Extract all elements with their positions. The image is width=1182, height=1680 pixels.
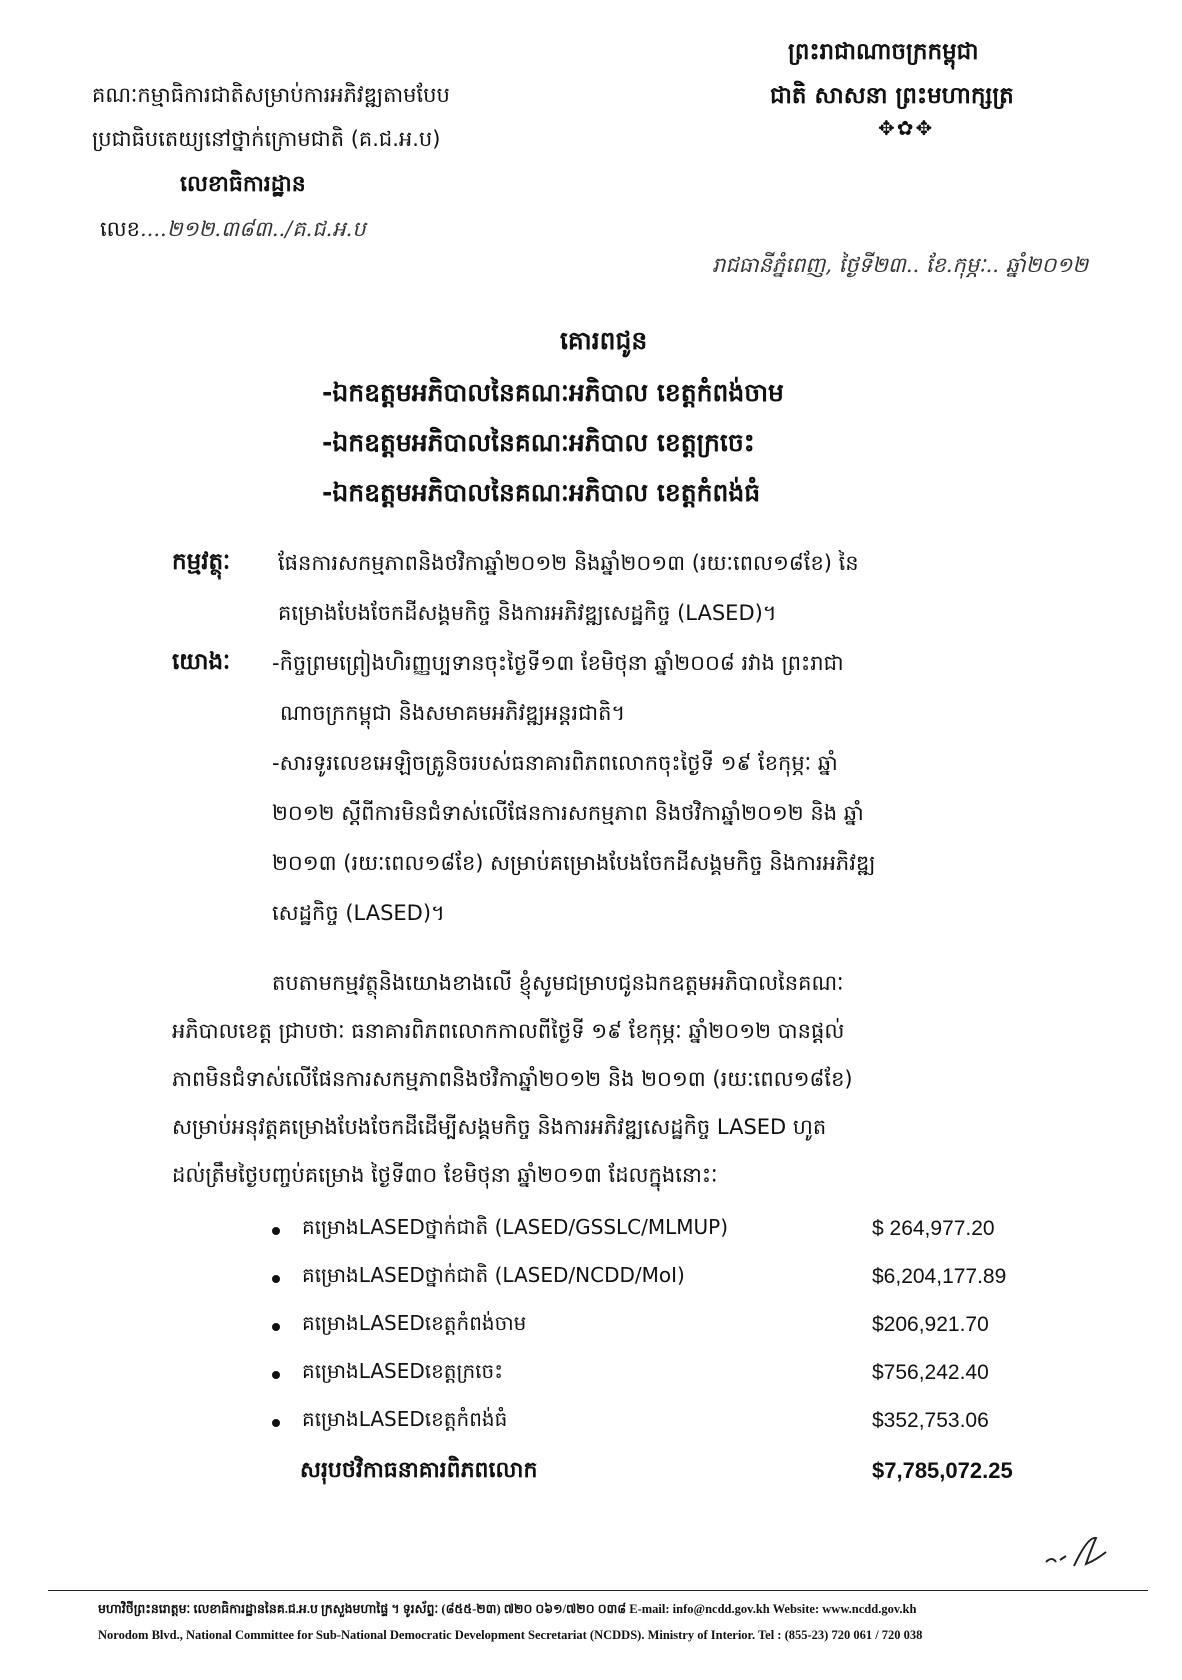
kingdom-title: ព្រះរាជាណាចក្រកម្ពុជា xyxy=(788,39,979,65)
footer-address-khmer: មហាវិថីព្រះនរោត្តមៈ លេខាធិការដ្ឋាននៃគ.ជ.អ.ប ក្រសួងមហាផ្ទៃ ។ ទូរស័ព្ទៈ (៨៥៥-២៣) ៧២០ ០៦១/៧២០ ០៣៨ E-mail: info@ncdd.gov.kh Website: www.ncdd.gov.kh xyxy=(98,1602,917,1616)
budget-item-amount: $756,242.40 xyxy=(872,1361,989,1384)
subject-text-line1: ផែនការសកម្មភាពនិងថវិកាឆ្នាំ២០១២ និងឆ្នាំ២០១៣ (រយៈពេល១៨ខែ) នៃ xyxy=(278,551,859,575)
budget-item-label: គម្រោងLASEDខេត្តក្រចេះ xyxy=(302,1359,503,1383)
body-line: ភាពមិនជំទាស់លើផែនការសកម្មភាពនិងថវិកាឆ្នាំ២០១២ និង ២០១៣ (រយៈពេល១៨ខែ) xyxy=(172,1067,853,1091)
subject-label: កម្មវត្ថុៈ xyxy=(172,549,231,575)
footer-divider xyxy=(48,1590,1148,1591)
budget-item-label: គម្រោងLASEDខេត្តកំពង់ធំ xyxy=(302,1407,508,1431)
bullet-icon xyxy=(272,1323,280,1331)
body-line: តបតាមកម្មវត្ថុនិងយោងខាងលើ ខ្ញុំសូមជម្រាបជូនឯកឧត្តមអភិបាលនៃគណៈ xyxy=(272,971,844,995)
addressee-line: -ឯកឧត្តមអភិបាលនៃគណៈអភិបាល ខេត្តកំពង់ធំ xyxy=(322,478,761,507)
reference-line: -សារទូរលេខអេឡិចត្រូនិចរបស់ធនាគារពិភពលោកចុះថ្ងៃទី ១៩ ខែកុម្ភៈ ឆ្នាំ xyxy=(272,751,838,775)
addressee-line: -ឯកឧត្តមអភិបាលនៃគណៈអភិបាល ខេត្តកំពង់ចាម xyxy=(322,378,784,407)
bullet-icon xyxy=(272,1371,280,1379)
reference-value: ....២១២.៣៨៣../គ.ជ.អ.ប xyxy=(140,217,366,241)
reference-line: សេដ្ឋកិច្ច (LASED)។ xyxy=(272,901,445,925)
reference-prefix: លេខ xyxy=(100,217,140,241)
reference-number xyxy=(100,216,366,247)
reference-line: ណាចក្រកម្ពុជា និងសមាគមអភិវឌ្ឍអន្តរជាតិ។ xyxy=(280,701,626,725)
reference-line: -កិច្ចព្រមព្រៀងហិរញ្ញប្បទានចុះថ្ងៃទី១៣ ខែមិថុនា ឆ្នាំ២០០៨ រវាង ព្រះរាជា xyxy=(272,651,844,675)
budget-item-label: គម្រោងLASEDថ្នាក់ជាតិ (LASED/GSSLC/MLMUP) xyxy=(302,1215,729,1239)
reference-line: ២០១២ ស្តីពីការមិនជំទាស់លើផែនការសកម្មភាព និងថវិកាឆ្នាំ២០១២ និង ឆ្នាំ xyxy=(272,801,864,825)
reference-label: យោងៈ xyxy=(172,649,231,675)
committee-name-line1: គណៈកម្មាធិការជាតិសម្រាប់ការអភិវឌ្ឍតាមបែប xyxy=(92,83,450,107)
reference-line: ២០១៣ (រយៈពេល១៨ខែ) សម្រាប់គម្រោងបែងចែកដីសង្គមកិច្ច និងការអភិវឌ្ឍ xyxy=(272,851,876,875)
budget-total-amount: $7,785,072.25 xyxy=(872,1458,1013,1483)
budget-item-amount: $ 264,977.20 xyxy=(872,1217,995,1240)
handwritten-initials xyxy=(1040,1530,1130,1580)
national-motto: ជាតិ សាសនា ព្រះមហាក្សត្រ xyxy=(770,83,1014,109)
bullet-icon xyxy=(272,1419,280,1427)
addressee-heading: គោរពជូន xyxy=(560,326,648,355)
secretariat-title: លេខាធិការដ្ឋាន xyxy=(180,172,306,197)
budget-item-amount: $206,921.70 xyxy=(872,1313,989,1336)
budget-item-label: គម្រោងLASEDខេត្តកំពង់ចាម xyxy=(302,1311,527,1335)
footer-address-english: Norodom Blvd., National Committee for Sub-National Democratic Development Secretariat (NCDDS). Ministry of Interior. Tel : (855-23) 720 061 / 720 038 xyxy=(98,1628,923,1642)
budget-total-label: សរុបថវិកាធនាគារពិភពលោក xyxy=(300,1458,538,1483)
addressee-line: -ឯកឧត្តមអភិបាលនៃគណៈអភិបាល ខេត្តក្រចេះ xyxy=(322,428,755,457)
committee-name-line2: ប្រជាធិបតេយ្យនៅថ្នាក់ក្រោមជាតិ (គ.ជ.អ.ប) xyxy=(92,127,441,151)
budget-item-amount: $6,204,177.89 xyxy=(872,1265,1007,1288)
place-and-date: រាជធានីភ្នំពេញ, ថ្ងៃទី២៣.. ខែ.កុម្ភៈ.. ឆ្នាំ២០១២ xyxy=(712,253,1089,277)
bullet-icon xyxy=(272,1227,280,1235)
budget-item-amount: $352,753.06 xyxy=(872,1409,989,1432)
body-line: អភិបាលខេត្ត ជ្រាបថាៈ ធនាគារពិភពលោកកាលពីថ្ងៃទី ១៩ ខែកុម្ភៈ ឆ្នាំ២០១២ បានផ្តល់ xyxy=(172,1019,845,1043)
bullet-icon xyxy=(272,1275,280,1283)
subject-text-line2: គម្រោងបែងចែកដីសង្គមកិច្ច និងការអភិវឌ្ឍសេដ្ឋកិច្ច (LASED)។ xyxy=(278,601,777,625)
budget-item-label: គម្រោងLASEDថ្នាក់ជាតិ (LASED/NCDD/MoI) xyxy=(302,1263,685,1287)
body-line: ដល់ត្រឹមថ្ងៃបញ្ចប់គម្រោង ថ្ងៃទី៣០ ខែមិថុនា ឆ្នាំ២០១៣ ដែលក្នុងនោះៈ xyxy=(172,1163,718,1187)
body-line: សម្រាប់អនុវត្តគម្រោងបែងចែកដីដើម្បីសង្គមកិច្ច និងការអភិវឌ្ឍសេដ្ឋកិច្ច LASED ហូត xyxy=(172,1115,827,1139)
ornament-divider: ✥✿✥ xyxy=(878,116,935,140)
